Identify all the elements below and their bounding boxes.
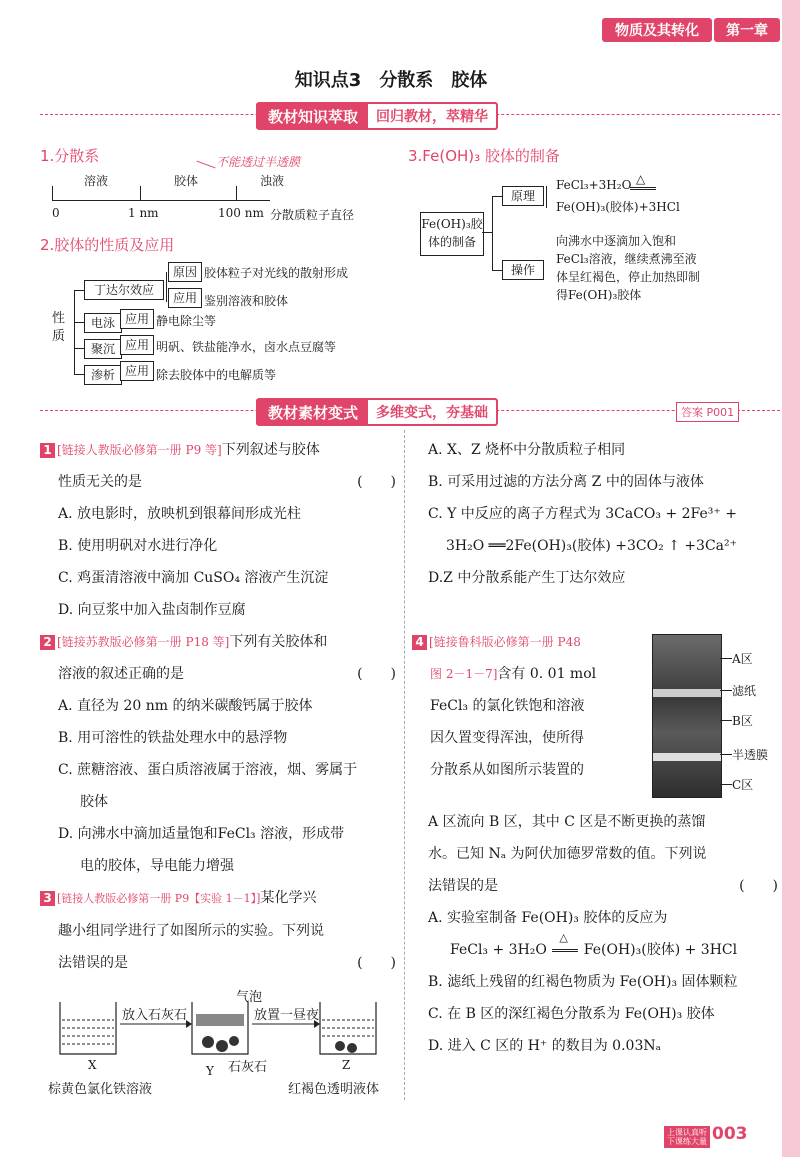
beaker-x — [60, 1002, 116, 1054]
sec1-title: 1.分散系 — [40, 147, 100, 165]
tick-1 — [140, 186, 141, 200]
sec2-bracket-h2 — [74, 322, 84, 323]
tyndall-app: 鉴别溶液和胶体 — [204, 294, 289, 308]
q4-option-a2b: Fe(OH)₃(胶体) + 3HCl — [583, 942, 738, 958]
coag-app: 明矾、铁盐能净水，卤水点豆腐等 — [156, 340, 337, 354]
q3-paren: ( ) — [357, 955, 396, 971]
q3-fig-bubble: 气泡 — [236, 990, 263, 1005]
q3-fig-x: X — [88, 1058, 97, 1072]
dialysis-app-label: 应用 — [120, 361, 154, 381]
q3-stem1: 某化学兴 — [260, 890, 317, 906]
q2-ref: [链接苏教版必修第一册 P18 等] — [57, 635, 230, 649]
q4-head — [412, 626, 642, 786]
page-title: 知识点3 分散系 胶体 — [294, 70, 488, 91]
coag-box: 聚沉 — [84, 339, 122, 359]
footer-tag-1: 上课认真听 — [667, 1128, 707, 1137]
q2-stem1: 下列有关胶体和 — [229, 634, 328, 650]
q2-paren: ( ) — [357, 666, 396, 682]
axis-line — [52, 200, 270, 201]
q4-line4: 分散系从如图所示装置的 — [430, 762, 584, 778]
q1-number: 1 — [40, 443, 55, 458]
q4-ref2: 图 2－1－7] — [430, 667, 498, 681]
q3 — [40, 882, 396, 979]
q4-option-b: B. 滤纸上残留的红褐色物质为 Fe(OH)₃ 固体颗粒 — [428, 974, 738, 990]
q4-line2: FeCl₃ 的氯化铁饱和溶液 — [430, 698, 585, 714]
electro-app: 静电除尘等 — [156, 314, 217, 328]
q4-option-c: C. 在 B 区的深红褐色分散系为 Fe(OH)₃ 胶体 — [428, 1006, 715, 1022]
range-suspension: 浊液 — [260, 174, 285, 188]
q3-fig-z-label: 红褐色透明液体 — [288, 1082, 380, 1097]
note-arrow — [196, 161, 215, 169]
footer-tags — [664, 1126, 710, 1148]
chapter-tab: 第一章 — [714, 18, 780, 42]
q2-option-b: B. 用可溶性的铁盐处理水中的悬浮物 — [58, 730, 288, 746]
answer-ref: 答案 P001 — [676, 402, 739, 422]
q3-fig-put: 放入石灰石 — [122, 1008, 188, 1023]
q3-fig-stone: 石灰石 — [228, 1060, 268, 1075]
q3-option-b: B. 可采用过滤的方法分离 Z 中的固体与液体 — [428, 474, 704, 490]
q4-line1: 含有 0. 01 mol — [497, 666, 597, 682]
operation-text: 向沸水中逐滴加入饱和FeCl₃溶液，继续煮沸至液体呈红褐色，停止加热即制得Fe(OH)₃胶体 — [556, 234, 701, 302]
q2-option-d2: 电的胶体，导电能力增强 — [80, 858, 234, 874]
practice-banner-main: 教材素材变式 — [258, 400, 368, 424]
chapter-topic-tab: 物质及其转化 — [602, 18, 712, 42]
q2-option-a: A. 直径为 20 nm 的纳米碳酸钙属于胶体 — [58, 698, 313, 714]
practice-banner-sub: 多维变式，夯基础 — [376, 405, 489, 421]
sec3-bracket-v — [492, 196, 493, 270]
principle-branch — [546, 186, 547, 208]
cause-text: 胶体粒子对光线的散射形成 — [204, 266, 349, 280]
q4-body — [428, 806, 778, 1062]
electro-app-label: 应用 — [120, 309, 154, 329]
q1-stem2: 性质无关的是 — [58, 474, 142, 490]
sec2-bracket-v — [74, 290, 75, 374]
q1 — [40, 434, 396, 626]
tyndall-box: 丁达尔效应 — [84, 280, 164, 300]
q3-option-a: A. X、Z 烧杯中分散质粒子相同 — [428, 442, 626, 458]
tick-100 — [236, 186, 237, 200]
q4-ref1: [链接鲁科版必修第一册 P48 — [429, 635, 581, 649]
q3-fig-z: Z — [342, 1058, 351, 1072]
beaker-z — [320, 1002, 376, 1054]
sec1-note: 不能透过半透膜 — [216, 155, 301, 169]
q4-option-a1: A. 实验室制备 Fe(OH)₃ 胶体的反应为 — [428, 910, 668, 926]
q4-fig-membrane: 半透膜 — [732, 748, 769, 762]
q2-option-c2: 胶体 — [80, 794, 108, 810]
q2-option-d1: D. 向沸水中滴加适量饱和FeCl₃ 溶液，形成带 — [58, 826, 345, 842]
q4-pointer-a — [720, 658, 732, 659]
tyndall-app-label: 应用 — [168, 288, 202, 308]
q1-stem1: 下列叙述与胶体 — [221, 442, 320, 458]
tick-label-100nm: 100 nm — [218, 206, 264, 220]
principle-eq-sign — [630, 187, 656, 190]
beaker-y — [192, 1002, 248, 1054]
q1-option-b: B. 使用明矾对水进行净化 — [58, 538, 218, 554]
q3-option-c1: C. Y 中反应的离子方程式为 3CaCO₃ + 2Fe³⁺ + — [428, 506, 737, 522]
electro-box: 电泳 — [84, 313, 122, 333]
principle-eq-cond: △ — [636, 172, 646, 186]
q3-ref: [链接人教版必修第一册 P9【实验 1－1】] — [57, 892, 261, 905]
sec3-bracket-h — [482, 232, 492, 233]
q3-options — [428, 434, 778, 594]
q4-fig-c: C区 — [732, 778, 754, 792]
q2-stem2: 溶液的叙述正确的是 — [58, 666, 184, 682]
sec3-root-box: Fe(OH)₃胶体的制备 — [420, 212, 484, 256]
range-colloid: 胶体 — [174, 174, 199, 188]
q4-option-a2: FeCl₃ + 3H₂O — [450, 942, 547, 958]
tick-label-0: 0 — [52, 206, 60, 220]
q3-stem2: 趣小组同学进行了如图所示的实验。下列说 — [58, 923, 324, 939]
sec2-bracket-h3 — [74, 348, 84, 349]
q4-figure — [652, 634, 722, 798]
principle-eq2: Fe(OH)₃(胶体)+3HCl — [556, 200, 680, 214]
knowledge-banner-sub: 回归教材，萃精华 — [376, 109, 489, 125]
sec3-bracket-h1 — [492, 196, 502, 197]
q3-option-c2: 3H₂O ══2Fe(OH)₃(胶体) +3CO₂ ↑ +3Ca²⁺ — [446, 538, 738, 554]
sec2-title: 2.胶体的性质及应用 — [40, 236, 175, 254]
q3-number: 3 — [40, 891, 55, 906]
q4-fig-b: B区 — [732, 714, 753, 728]
q2-number: 2 — [40, 635, 55, 650]
operation-box: 操作 — [502, 260, 544, 280]
cause-label-box: 原因 — [168, 262, 202, 282]
q2 — [40, 626, 396, 882]
principle-eq1: FeCl₃+3H₂O — [556, 178, 632, 192]
q1-option-c: C. 鸡蛋清溶液中滴加 CuSO₄ 溶液产生沉淀 — [58, 570, 329, 586]
q4-membrane — [653, 753, 721, 761]
q3-fig-stand: 放置一昼夜 — [254, 1008, 320, 1023]
q4-pointer-b — [720, 720, 732, 721]
q4-pointer-c — [720, 784, 732, 785]
q4-line7: 法错误的是 — [428, 878, 498, 894]
practice-banner — [256, 398, 498, 426]
tick-0 — [52, 186, 53, 200]
q3-fig-y: Y — [206, 1064, 214, 1078]
sec2-bracket-h1 — [74, 290, 84, 291]
footer-tag-2: 下课练大量 — [667, 1137, 707, 1146]
q1-paren: ( ) — [357, 474, 396, 490]
q4-fig-filter: 滤纸 — [732, 684, 757, 698]
principle-box: 原理 — [502, 186, 544, 206]
sec2-bracket-h4 — [74, 374, 84, 375]
sec3-bracket-h2 — [492, 270, 502, 271]
q1-ref: [链接人教版必修第一册 P9 等] — [57, 443, 222, 457]
q4-number: 4 — [412, 635, 427, 650]
column-divider — [404, 430, 405, 1100]
q3-stem3: 法错误的是 — [58, 955, 128, 971]
q1-option-d: D. 向豆浆中加入盐卤制作豆腐 — [58, 602, 246, 618]
sec3-title: 3.Fe(OH)₃ 胶体的制备 — [408, 147, 560, 165]
page-edge-strip — [782, 0, 800, 1157]
q4-filter-paper — [653, 689, 721, 697]
q4-pointer-filter — [720, 690, 732, 691]
q4-option-d: D. 进入 C 区的 H⁺ 的数目为 0.03Nₐ — [428, 1038, 662, 1054]
range-solution: 溶液 — [84, 174, 109, 188]
tick-label-1nm: 1 nm — [128, 206, 159, 220]
coag-app-label: 应用 — [120, 335, 154, 355]
dialysis-box: 渗析 — [84, 365, 122, 385]
q3-fig-x-label: 棕黄色氯化铁溶液 — [48, 1082, 153, 1097]
q4-pointer-membrane — [720, 754, 732, 755]
q3-option-d: D.Z 中分散系能产生丁达尔效应 — [428, 570, 626, 586]
page-number: 003 — [712, 1124, 748, 1144]
sec2-root: 性 质 — [52, 311, 66, 344]
q2-option-c1: C. 蔗糖溶液、蛋白质溶液属于溶液，烟、雾属于 — [58, 762, 358, 778]
dialysis-app: 除去胶体中的电解质等 — [156, 368, 277, 382]
q4-fig-a: A区 — [732, 652, 753, 666]
q1-option-a: A. 放电影时，放映机到银幕间形成光柱 — [58, 506, 302, 522]
q4-line5: A 区流向 B 区，其中 C 区是不断更换的蒸馏 — [428, 814, 706, 830]
axis-label: 分散质粒子直径 — [270, 208, 355, 222]
knowledge-banner — [256, 102, 498, 130]
q4-line6: 水。已知 Nₐ 为阿伏加德罗常数的值。下列说 — [428, 846, 707, 862]
knowledge-banner-main: 教材知识萃取 — [258, 104, 368, 128]
q3-figure — [56, 984, 396, 1068]
q4-paren: ( ) — [739, 878, 778, 894]
tyndall-branch-v — [166, 272, 167, 302]
q4-line3: 因久置变得浑浊，使所得 — [430, 730, 584, 746]
q4-option-a2-cond: △ — [559, 931, 568, 944]
